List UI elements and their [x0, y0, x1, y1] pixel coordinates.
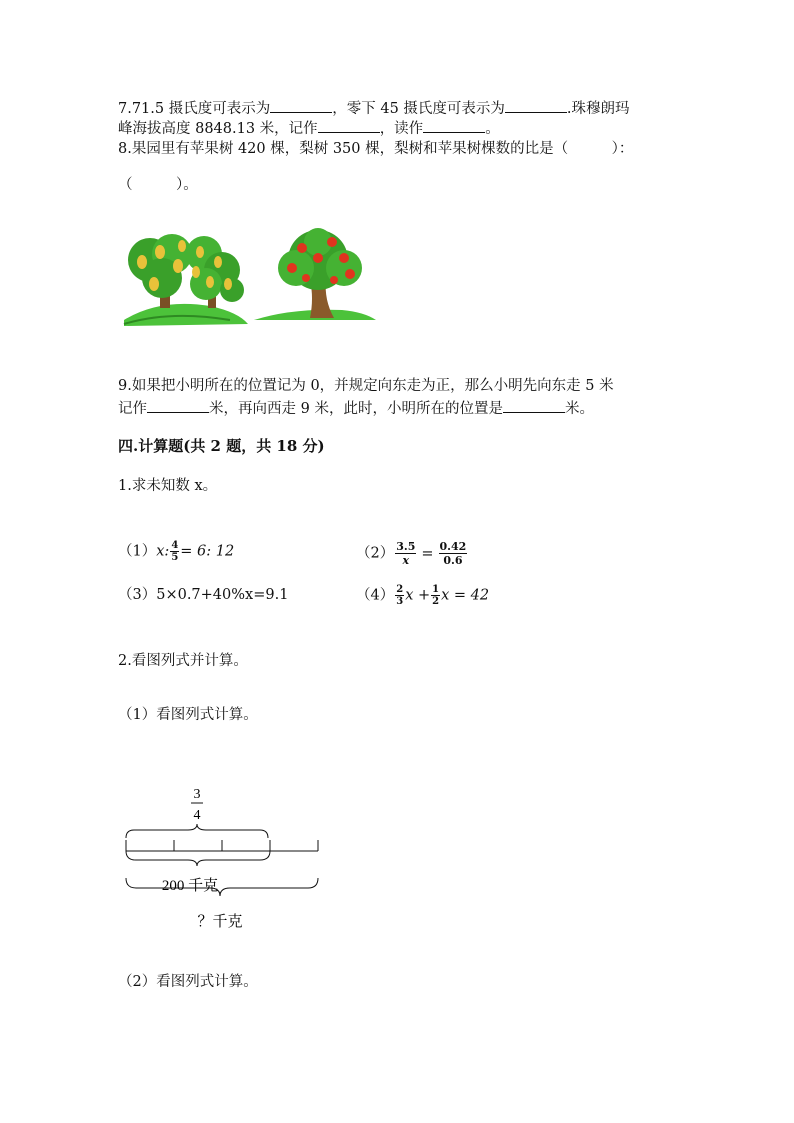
math-text: x + — [405, 587, 431, 604]
q7-text: 峰海拔高度 8848.13 米，记作 — [118, 121, 318, 137]
q7-blank-1 — [270, 98, 332, 113]
q8-line2: （ ）。 — [118, 177, 198, 193]
q7-line1 — [118, 98, 630, 119]
q7-text: 。 — [485, 121, 500, 137]
fraction: $\frac{4}{5}$ — [171, 540, 179, 563]
q9-text: 米。 — [564, 401, 594, 417]
calc1-problem-1 — [118, 540, 234, 563]
problem-label: （4） — [356, 587, 395, 604]
problem-label: （1） — [118, 543, 157, 560]
q7-text: 7.71.5 摄氏度可表示为 — [118, 101, 271, 117]
diagram-fraction-denominator: 4 — [193, 808, 201, 823]
calc2-sub2: （2）看图列式计算。 — [118, 974, 258, 990]
calc1-problem-4 — [356, 584, 489, 607]
calc2-sub1: （1）看图列式计算。 — [118, 707, 258, 723]
q8-line1: 8.果园里有苹果树 420 棵，梨树 350 棵，梨树和苹果树棵数的比是（ ）： — [118, 141, 634, 157]
math-text: = 6: 12 — [180, 543, 235, 560]
section-heading: 四.计算题(共 2 题，共 18 分) — [118, 437, 325, 455]
q9-line2 — [118, 398, 594, 419]
q7-text: .珠穆朗玛 — [566, 101, 630, 117]
fraction: $\frac{3.5}{x}$ — [396, 540, 416, 567]
fraction: $\frac{0.42}{0.6}$ — [439, 540, 467, 567]
math-text: x: — [156, 543, 170, 560]
calc2-title: 2.看图列式并计算。 — [118, 653, 248, 669]
q7-blank-3 — [318, 118, 380, 133]
fraction: $\frac{2}{3}$ — [396, 584, 404, 607]
pear-tree-picture — [120, 232, 252, 328]
q9-blank-1 — [147, 398, 209, 413]
segment-diagram — [118, 778, 328, 938]
math-text: x = 42 — [441, 587, 490, 604]
q7-text: ，零下 45 摄氏度可表示为 — [332, 101, 505, 117]
q9-text: 记作 — [118, 401, 147, 417]
calc1-problem-3: （3）5×0.7+40%x=9.1 — [118, 587, 289, 603]
q9-text: 米，再向西走 9 米，此时，小明所在的位置是 — [209, 401, 503, 417]
diagram-unknown-label: ？千克 — [197, 914, 243, 930]
q7-blank-2 — [505, 98, 567, 113]
diagram-known-label: 200 千克 — [161, 878, 219, 894]
calc1-title: 1.求未知数 x。 — [118, 478, 218, 494]
q7-blank-4 — [423, 118, 485, 133]
fraction: $\frac{1}{2}$ — [432, 584, 440, 607]
q7-text: ，读作 — [379, 121, 424, 137]
q7-line2 — [118, 118, 500, 139]
calc1-problem-2 — [356, 540, 468, 567]
q9-blank-2 — [503, 398, 565, 413]
q9-line1: 9.如果把小明所在的位置记为 0，并规定向东走为正，那么小明先向东走 5 米 — [118, 378, 614, 394]
math-text: = — [421, 545, 434, 562]
apple-tree-picture — [252, 228, 380, 324]
problem-label: （2） — [356, 545, 395, 562]
diagram-fraction-numerator: 3 — [193, 787, 201, 802]
